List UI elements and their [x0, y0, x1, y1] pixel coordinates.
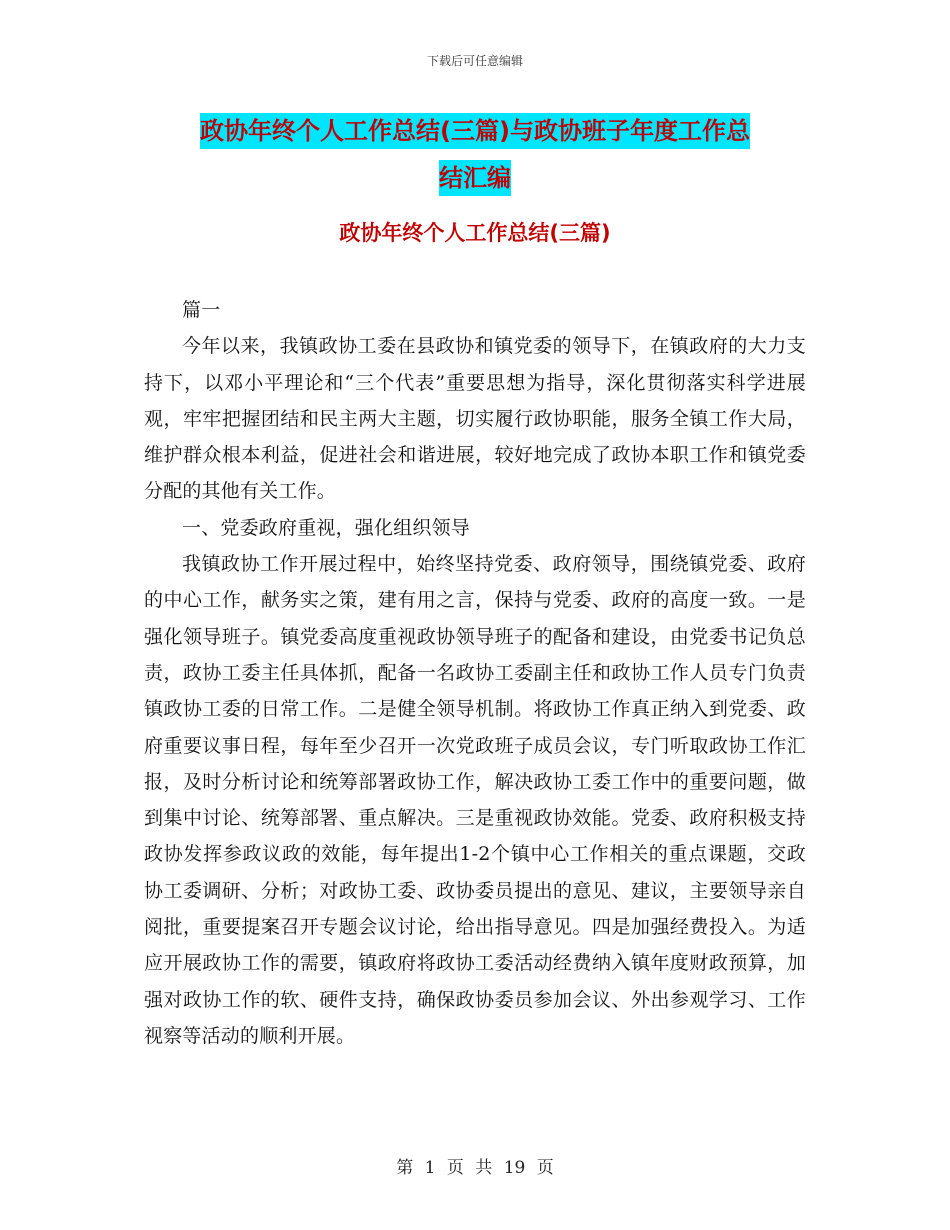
title-line-2: 结汇编: [439, 160, 511, 196]
page-number: 第 1 页 共 19 页: [396, 1158, 554, 1178]
paragraph-body: 我镇政协工作开展过程中，始终坚持党委、政府领导，围绕镇党委、政府的中心工作，献务实之策，建有用之言，保持与党委、政府的高度一致。一是强化领导班子。镇党委高度重视政协领导班子的配备和建设，由党委书记负总责，政协工委主任具体抓，配备一名政协工委副主任和政协工作人员专门负责镇政协工委的日常工作。二是健全领导机制。将政协工作真正纳入到党委、政府重要议事日程，每年至少召开一次党政班子成员会议，专门听取政协工作汇报，及时分析讨论和统筹部署政协工作，解决政协工委工作中的重要问题，做到集中讨论、统筹部署、重点解决。三是重视政协效能。党委、政府积极支持政协发挥参政议政的效能，每年提出1-2个镇中心工作相关的重点课题，交政协工委调研、分析；对政协工委、政协委员提出的意见、建议，主要领导亲自阅批，重要提案召开专题会议讨论，给出指导意见。四是加强经费投入。为适应开展政协工作的需要，镇政府将政协工委活动经费纳入镇年度财政预算，加强对政协工作的软、硬件支持，确保政协委员参加会议、外出参观学习、工作视察等活动的顺利开展。: [144, 553, 806, 1047]
document-body: [144, 292, 806, 1054]
title-line-1: 政协年终个人工作总结(三篇)与政协班子年度工作总: [200, 113, 750, 149]
document-title: [140, 108, 810, 202]
header-note: 下载后可任意编辑: [426, 54, 523, 68]
section-title: 政协年终个人工作总结(三篇): [339, 221, 611, 245]
paragraph-heading-part-one: 篇一: [182, 299, 221, 321]
paragraph-intro: 今年以来，我镇政协工委在县政协和镇党委的领导下，在镇政府的大力支持下，以邓小平理论和“三个代表”重要思想为指导，深化贯彻落实科学进展观，牢牢把握团结和民主两大主题，切实履行政协职能，服务全镇工作大局，维护群众根本利益，促进社会和谐进展，较好地完成了政协本职工作和镇党委分配的其他有关工作。: [144, 335, 806, 503]
paragraph-section-heading: 一、党委政府重视，强化组织领导: [182, 516, 471, 539]
